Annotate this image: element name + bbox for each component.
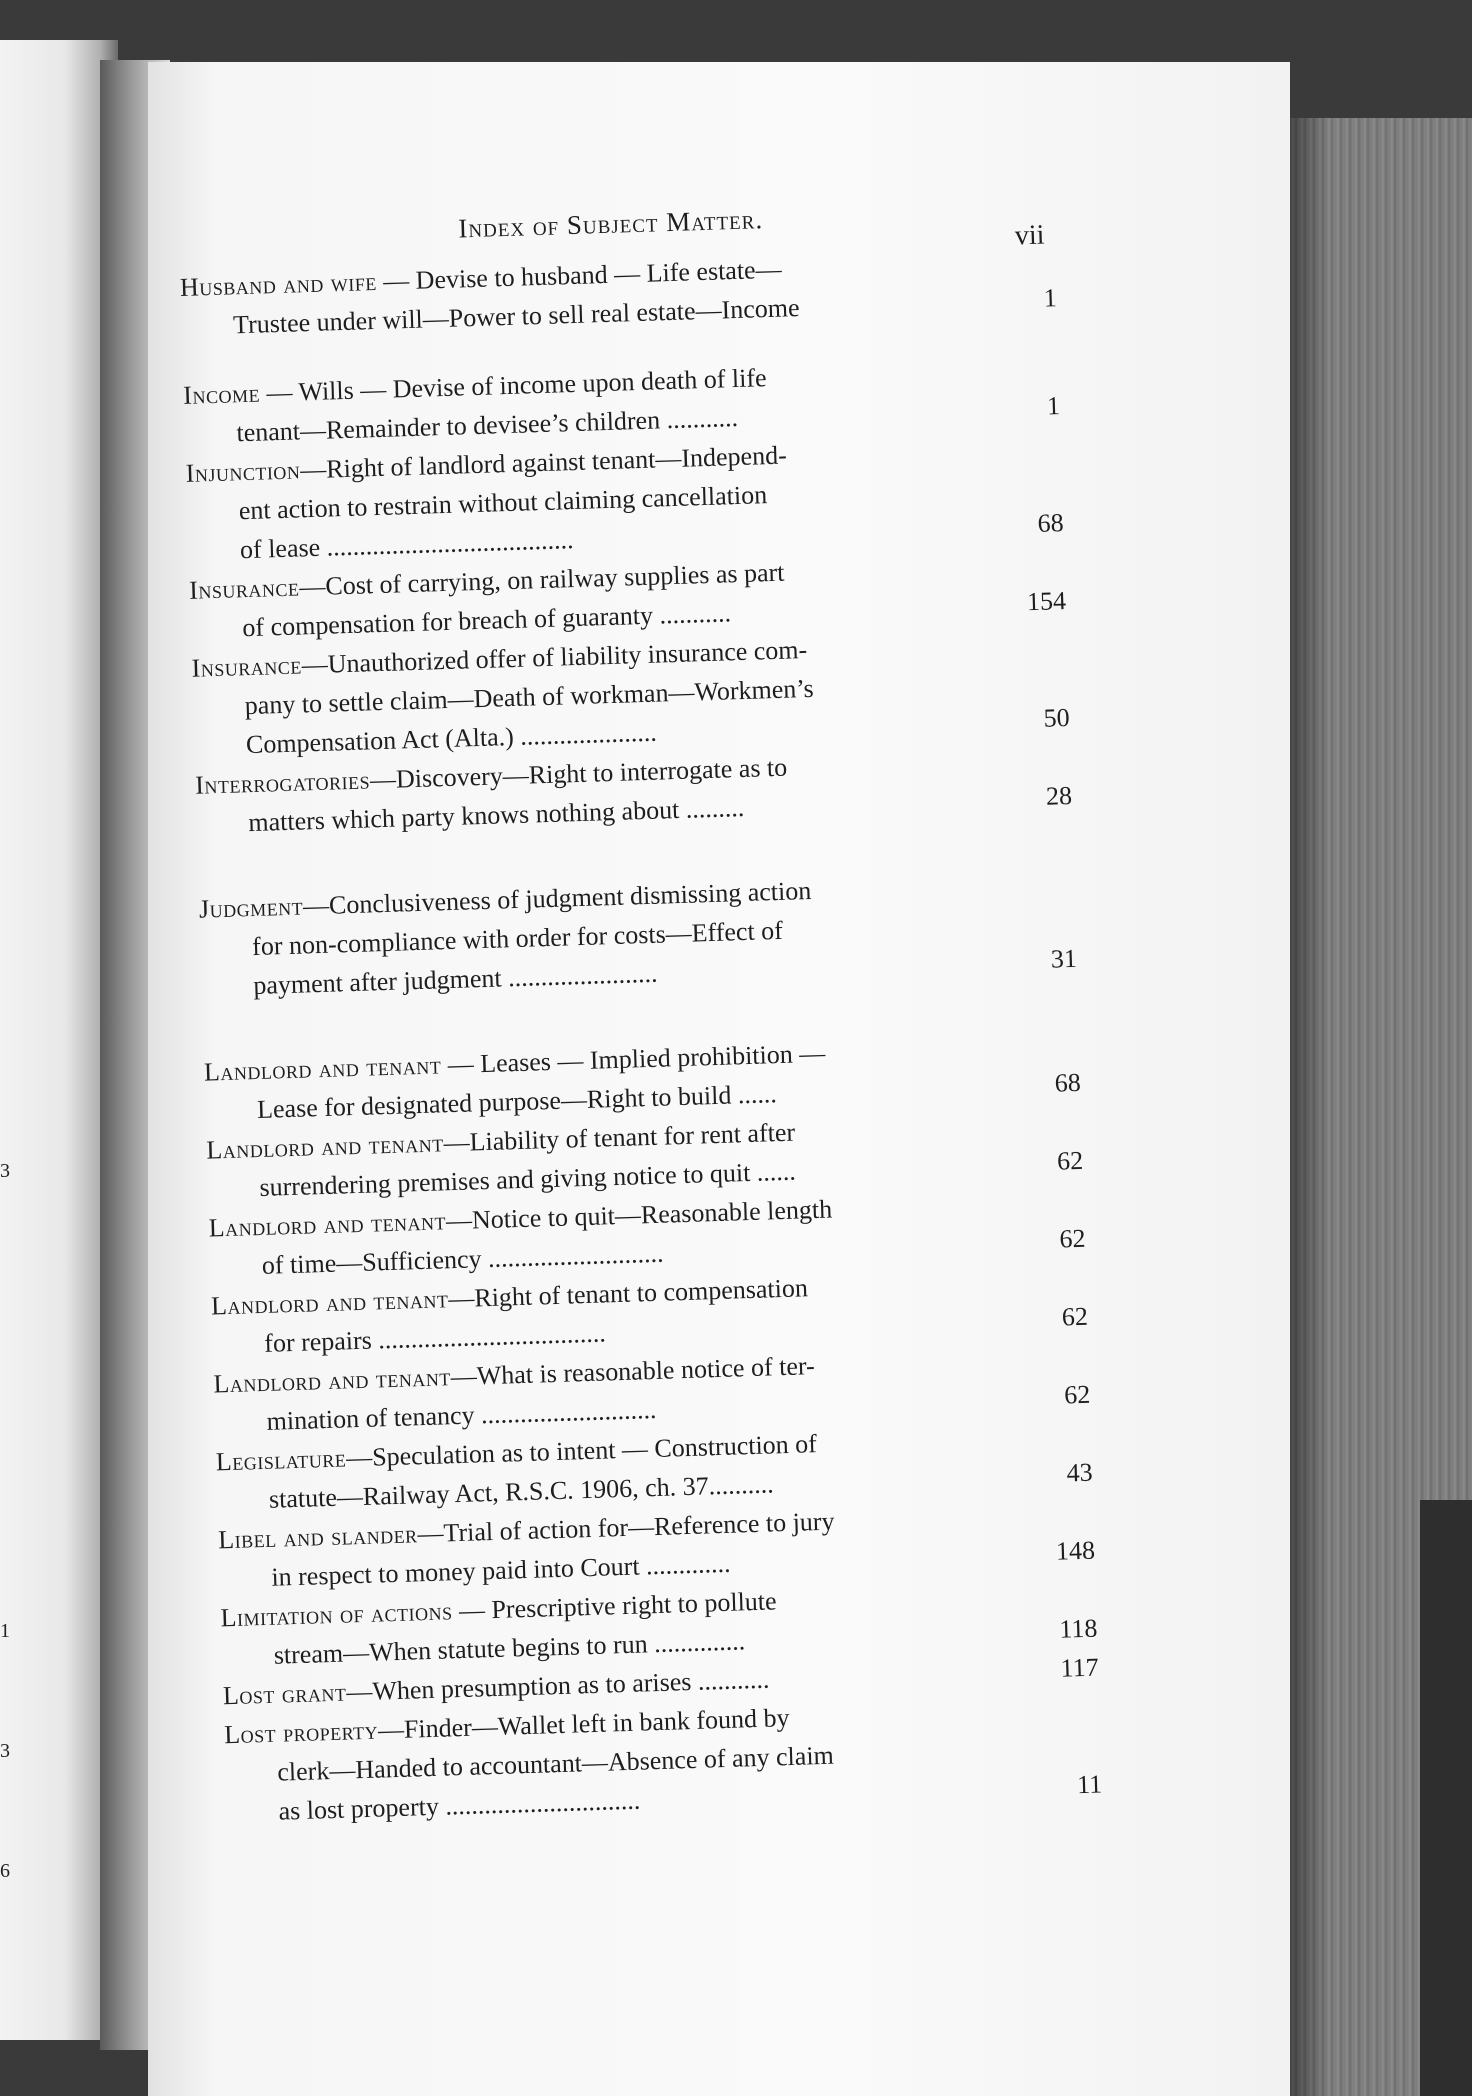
entry-line: Judgment—Conclusiveness of judgment dismissing action <box>198 875 812 924</box>
entry-heading: Interrogatories <box>194 765 371 800</box>
entry-line: matters which party knows nothing about ......... <box>247 792 745 838</box>
entry-page-number: 50 <box>1043 703 1070 733</box>
entry-heading: Husband and wife <box>179 266 378 302</box>
entry-line: pany to settle claim—Death of workman—Workmen’s <box>244 673 815 721</box>
entry-line: Limitation of actions — Prescriptive right to pollute <box>220 1586 778 1633</box>
entry-page-number: 28 <box>1045 780 1073 811</box>
margin-mark: 6 <box>0 1860 10 1882</box>
entry-line: Insurance—Cost of carrying, on railway supplies as part <box>188 557 785 605</box>
index-entries <box>179 241 1106 1832</box>
entry-line: Trustee under will—Power to sell real estate—Income <box>232 293 800 340</box>
entry-line: Interrogatories—Discovery—Right to interrogate as to <box>194 752 788 800</box>
entry-heading: Limitation of actions <box>220 1596 453 1633</box>
entry-heading: Lost grant <box>222 1677 347 1711</box>
entry-line: Landlord and tenant—Notice to quit—Reasonable length <box>208 1194 833 1243</box>
margin-mark: 1 <box>0 1620 10 1642</box>
entry-page-number: 62 <box>1063 1379 1091 1410</box>
entry-page-number: 31 <box>1050 943 1078 974</box>
entry-page-number: 62 <box>1056 1145 1084 1176</box>
entry-line: of lease ...................................... <box>239 525 574 565</box>
entry-line: payment after judgment ....................... <box>252 958 658 1001</box>
entry-line: tenant—Remainder to devisee’s children ........... <box>236 402 739 448</box>
entry-heading: Judgment <box>198 891 304 924</box>
entry-line: Lost grant—When presumption as to arises ........... <box>222 1664 770 1711</box>
entry-line: of compensation for breach of guaranty ........... <box>241 598 732 643</box>
entry-page-number: 68 <box>1054 1067 1082 1098</box>
entry-heading: Landlord and tenant <box>213 1362 452 1399</box>
entry-line: Landlord and tenant—Liability of tenant for rent after <box>205 1117 796 1165</box>
entry-line: statute—Railway Act, R.S.C. 1906, ch. 37.......... <box>268 1469 775 1514</box>
entry-page-number: 118 <box>1058 1613 1098 1644</box>
entry-heading: Landlord and tenant <box>210 1284 449 1321</box>
entry-line: Income — Wills — Devise of income upon death of life <box>182 363 767 410</box>
entry-line: Legislature—Speculation as to intent — Construction of <box>215 1429 818 1477</box>
entry-line: surrendering premises and giving notice to quit ...... <box>259 1156 797 1202</box>
index-content <box>178 195 1107 1832</box>
entry-heading: Lost property <box>223 1715 379 1750</box>
entry-heading: Income <box>182 378 261 410</box>
entry-line: Compensation Act (Alta.) ..................... <box>245 717 658 760</box>
entry-page-number: 68 <box>1037 508 1065 538</box>
entry-line: in respect to money paid into Court ............. <box>270 1548 731 1592</box>
entry-line: Lost property—Finder—Wallet left in bank found by <box>223 1703 790 1750</box>
entry-line: Lease for designated purpose—Right to build ...... <box>256 1079 778 1124</box>
entry-line: for repairs ................................... <box>263 1318 607 1358</box>
entry-page-number: 1 <box>1043 283 1058 313</box>
running-title: Index of Subject Matter. <box>457 204 764 244</box>
entry-page-number: 1 <box>1046 391 1061 421</box>
entry-page-number: 11 <box>1076 1769 1103 1800</box>
entry-line: of time—Sufficiency ........................... <box>261 1238 664 1280</box>
entry-line: stream—When statute begins to run .............. <box>273 1626 746 1670</box>
margin-mark: 3 <box>0 1160 10 1182</box>
entry-line: mination of tenancy ........................... <box>266 1394 657 1436</box>
entry-heading: Landlord and tenant <box>205 1128 445 1165</box>
entry-line: as lost property .............................. <box>278 1785 641 1826</box>
entry-line: clerk—Handed to accountant—Absence of any claim <box>276 1740 835 1787</box>
entry-heading: Injunction <box>185 455 301 488</box>
entry-page-number: 62 <box>1061 1301 1089 1332</box>
entry-line: Husband and wife — Devise to husband — Life estate— <box>179 254 783 302</box>
folio-number: vii <box>1014 219 1045 252</box>
entry-line: for non-compliance with order for costs—Effect of <box>251 915 784 962</box>
entry-heading: Libel and slander <box>217 1519 418 1555</box>
entry-line: Landlord and tenant—What is reasonable notice of ter- <box>213 1351 816 1399</box>
margin-mark: 3 <box>0 1740 10 1762</box>
entry-line: ent action to restrain without claiming cancellation <box>238 480 768 526</box>
entry-line: Libel and slander—Trial of action for—Reference to jury <box>217 1506 835 1555</box>
entry-heading: Insurance <box>188 572 300 605</box>
entry-line: Landlord and tenant—Right of tenant to compensation <box>210 1273 809 1321</box>
entry-line: Insurance—Unauthorized offer of liability insurance com- <box>191 634 808 683</box>
entry-heading: Landlord and tenant <box>208 1206 447 1243</box>
entry-page-number: 62 <box>1059 1223 1086 1254</box>
entry-heading: Legislature <box>215 1443 347 1477</box>
entry-line: Injunction—Right of landlord against tenant—Independ- <box>185 440 788 488</box>
entry-page-number: 154 <box>1026 586 1067 617</box>
entry-line: Landlord and tenant — Leases — Implied prohibition — <box>203 1038 826 1087</box>
entry-heading: Landlord and tenant <box>203 1050 442 1087</box>
entry-page-number: 148 <box>1055 1535 1096 1566</box>
entry-heading: Insurance <box>191 650 303 683</box>
entry-page-number: 43 <box>1066 1457 1094 1488</box>
entry-page-number: 117 <box>1060 1652 1100 1683</box>
